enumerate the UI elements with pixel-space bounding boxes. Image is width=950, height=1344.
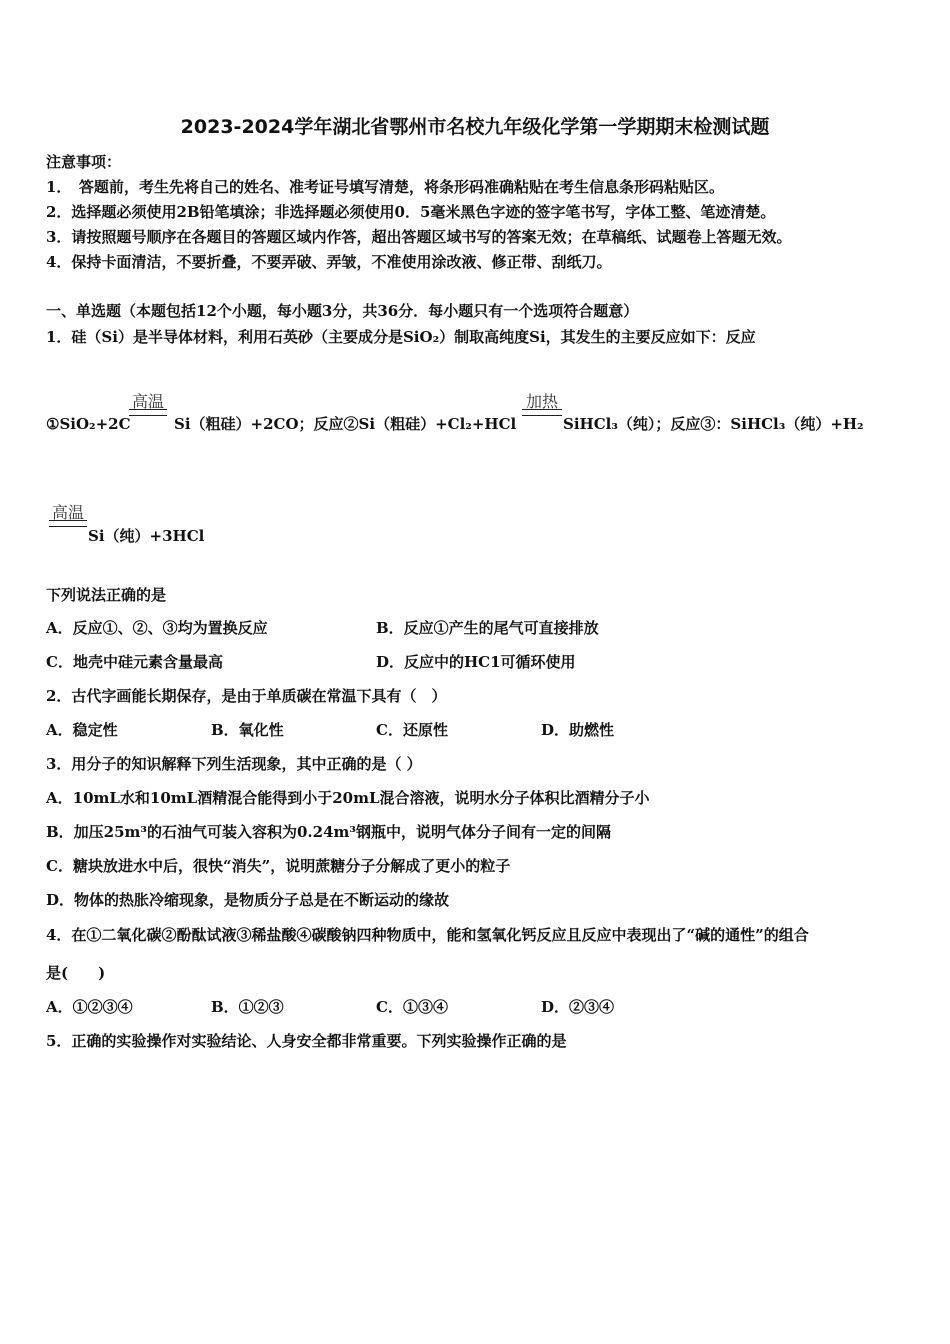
- q1-option-b[interactable]: B．反应①产生的尾气可直接排放: [376, 619, 599, 637]
- question-5-stem: 5．正确的实验操作对实验结论、人身安全都非常重要。下列实验操作正确的是: [46, 1032, 567, 1050]
- equals-sign-2: [522, 409, 562, 416]
- q4-option-d[interactable]: D．②③④: [541, 998, 615, 1016]
- q2-option-a[interactable]: A．稳定性: [46, 721, 118, 739]
- section-heading: 一、单选题（本题包括12个小题，每小题3分，共36分．每小题只有一个选项符合题意）: [46, 302, 639, 320]
- notice-item-1: 1． 答题前，考生先将自己的姓名、准考证号填写清楚，将条形码准确粘贴在考生信息条形码粘贴区。: [46, 178, 724, 196]
- q3-option-a[interactable]: A．10mL水和10mL酒精混合能得到小于20mL混合溶液，说明水分子体积比酒精分子小: [46, 789, 650, 807]
- q4-option-b[interactable]: B．①②③: [211, 998, 284, 1016]
- question-1-stem: 1．硅（Si）是半导体材料，利用石英砂（主要成分是SiO₂）制取高纯度Si，其发生的主要反应如下：反应: [46, 328, 756, 346]
- page-title: 2023-2024学年湖北省鄂州市名校九年级化学第一学期期末检测试题: [180, 116, 770, 138]
- reaction-1-left: ①SiO₂+2C: [46, 415, 131, 433]
- question-3-stem: 3．用分子的知识解释下列生活现象，其中正确的是（ ）: [46, 755, 422, 773]
- q4-option-a[interactable]: A．①②③④: [46, 998, 133, 1016]
- q1-option-c[interactable]: C．地壳中硅元素含量最高: [46, 653, 223, 671]
- q1-option-a[interactable]: A．反应①、②、③均为置换反应: [46, 619, 268, 637]
- q1-option-d[interactable]: D．反应中的HC1可循环使用: [376, 653, 576, 671]
- notice-item-4: 4．保持卡面清洁，不要折叠，不要弄破、弄皱，不准使用涂改液、修正带、刮纸刀。: [46, 253, 612, 271]
- q2-option-c[interactable]: C．还原性: [376, 721, 448, 739]
- equals-sign-1: [129, 409, 167, 416]
- q3-option-d[interactable]: D．物体的热胀冷缩现象，是物质分子总是在不断运动的缘故: [46, 891, 450, 909]
- q2-option-d[interactable]: D．助燃性: [541, 721, 615, 739]
- q3-option-b[interactable]: B．加压25m³的石油气可装入容积为0.24m³钢瓶中，说明气体分子间有一定的间隔: [46, 823, 611, 841]
- q4-option-c[interactable]: C．①③④: [376, 998, 448, 1016]
- notice-item-3: 3．请按照题号顺序在各题目的答题区域内作答，超出答题区域书写的答案无效；在草稿纸、试题卷上答题无效。: [46, 228, 792, 246]
- condition-high-temp-2: 高温: [51, 503, 84, 522]
- question-2-stem: 2．古代字画能长期保存，是由于单质碳在常温下具有（ ）: [46, 687, 447, 705]
- q3-option-c[interactable]: C．糖块放进水中后，很快“消失”，说明蔗糖分子分解成了更小的粒子: [46, 857, 511, 875]
- question-4-stem-cont: 是( ): [46, 964, 106, 982]
- condition-high-temp-1: 高温: [131, 392, 164, 411]
- reaction-3-right: Si（纯）+3HCl: [88, 527, 205, 545]
- question-1-prompt: 下列说法正确的是: [46, 586, 167, 604]
- notice-item-2: 2．选择题必须使用2B铅笔填涂；非选择题必须使用0．5毫米黑色字迹的签字笔书写，字体工整、笔迹清楚。: [46, 203, 776, 221]
- notice-heading: 注意事项：: [46, 153, 122, 171]
- q2-option-b[interactable]: B．氧化性: [211, 721, 284, 739]
- condition-heat: 加热: [525, 392, 558, 411]
- reaction-2-right: SiHCl₃（纯）；反应③：SiHCl₃（纯）+H₂: [563, 415, 864, 433]
- question-4-stem: 4．在①二氧化碳②酚酞试液③稀盐酸④碳酸钠四种物质中，能和氢氧化钙反应且反应中表现出了“碱的通性”的组合: [46, 926, 809, 944]
- equals-sign-3: [49, 520, 87, 527]
- reaction-1-right: Si（粗硅）+2CO；反应②Si（粗硅）+Cl₂+HCl: [174, 415, 517, 433]
